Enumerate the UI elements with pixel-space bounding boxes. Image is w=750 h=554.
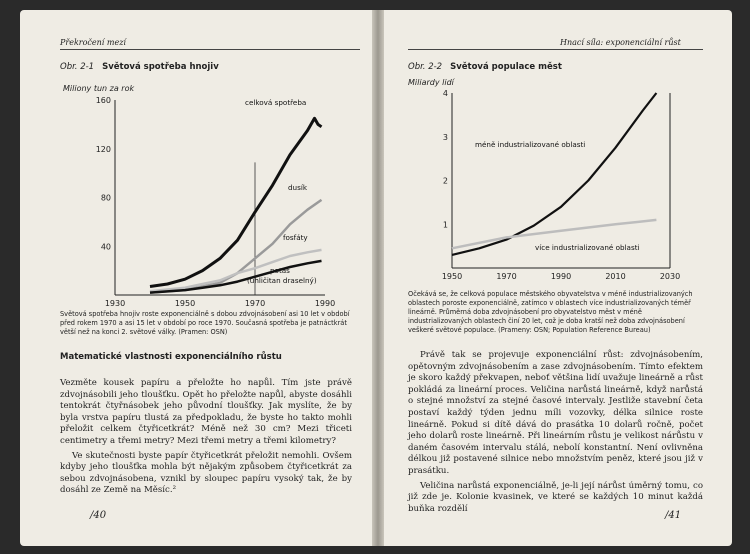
figure-title: Světová spotřeba hnojiv — [102, 62, 219, 72]
x-tick-label: 1990 — [550, 272, 572, 281]
y-axis-units-right: Miliardy lidí — [408, 78, 454, 87]
section-heading: Matematické vlastnosti exponenciálního růstu — [60, 352, 282, 362]
x-tick-label: 1970 — [244, 299, 266, 308]
paragraph: Vezměte kousek papíru a přeložte ho napůl. Tím jste právě zdvojnásobili jeho tloušťku. Opět ho přeložte napůl, abyste dosáhli tentokrát čtyřnásobek jeho původní tloušťky. Jak myslíte, že by byla vrstva papíru tlustá za předpokladu, že byste ho takto mohli přeložit celkem čtyřicetkrát? Méně než 30 cm? Mezi třiceti centimetry a třemi metry? Mezi třemi metry a třemi kilometry? — [60, 378, 352, 446]
series-line-1 — [150, 118, 322, 286]
x-tick-label: 1950 — [174, 299, 196, 308]
running-head-left: Překročení mezí — [60, 38, 126, 47]
series-label: více industrializované oblasti — [535, 243, 640, 252]
page-number-left: /40 — [90, 510, 107, 521]
paragraph: Právě tak se projevuje exponenciální růst: zdvojnásobením, opětovným zdvojnásobením a zase zdvojnásobením. Tímto efektem je skoro každý překvapen, neboť většina lidí uvažuje lineárně a růst pokládá za lineární proces. Veličina narůstá lineárně, když narůstá o stejné množství za stejné časové intervaly. Jestliže stavební četa postaví každý týden jednu míli vozovky, délka silnice roste lineárně. Pokud si dítě dává do prasátka 10 dolarů ročně, počet jeho dolarů roste lineárně. Při lineárním růstu je velikost nárůstu v daném časovém intervalu stálá, nebolí konstantní. Není ovlivněna délkou již postavené silnice nebo množstvím peněz, které jsou již v prasátku. — [408, 350, 703, 476]
header-rule-right — [408, 49, 703, 50]
figure-title-left — [60, 62, 219, 72]
y-tick-label: 40 — [100, 242, 111, 252]
series-line-3 — [150, 250, 322, 291]
running-head-right: Hnací síla: exponenciální růst — [560, 38, 681, 47]
fertilizer-chart — [40, 90, 360, 310]
y-tick-label: 160 — [95, 96, 111, 105]
y-tick-label: 4 — [442, 89, 448, 98]
x-tick-label: 1990 — [314, 299, 336, 308]
figure-number: Obr. 2-2 — [408, 62, 443, 72]
paragraph: Veličina narůstá exponenciálně, je-li její nárůst úměrný tomu, co již zde je. Kolonie kvasinek, ve které se každých 10 minut každá buňka rozdělí — [408, 480, 703, 514]
body-text-right — [408, 350, 703, 518]
y-tick-label: 2 — [442, 176, 448, 186]
book-gutter — [372, 10, 384, 546]
x-tick-label: 1970 — [496, 272, 517, 281]
x-tick-label: 2030 — [659, 272, 681, 281]
y-tick-label: 120 — [95, 144, 111, 154]
y-tick-label: 1 — [442, 220, 448, 230]
series-label: fosfáty — [283, 233, 308, 242]
series-label: dusík — [288, 183, 308, 192]
x-tick-label: 2010 — [605, 272, 626, 281]
figure-caption-right: Očekává se, že celková populace městského obyvatelstva v méně industrializovaných oblastech poroste exponenciálně, zatímco v oblastech více industrializovaných téměř lineárně. Průměrná doba zdvojnásobení pro obyvatelstvo měst v méně industrializovaných oblastech činí 20 let, což je doba kratší než doba zdvojnásobení veškeré světové populace. (Prameny: OSN; Population Reference Bureau) — [408, 290, 693, 334]
figure-caption-left: Světová spotřeba hnojiv roste exponenciálně s dobou zdvojnásobení asi 10 let v období před rokem 1970 a asi 15 let v období po roce 1970. Současná spotřeba je patnáctkrát větší než na konci 2. světové války. (Pramen: OSN) — [60, 310, 350, 336]
figure-title: Světová populace měst — [450, 62, 562, 72]
y-tick-label: 80 — [100, 193, 111, 203]
x-tick-label: 1930 — [104, 299, 126, 308]
y-tick-label: 3 — [442, 132, 448, 142]
paragraph: Ve skutečnosti byste papír čtyřicetkrát přeložit nemohli. Ovšem kdyby jeho tloušťka mohla být nějakým způsobem čtyřicetkrát za sebou zdvojnásobena, vznikl by sloupec papíru vysoký tak, že by dosáhl ze Země na Měsíc.² — [60, 450, 352, 496]
header-rule-left — [60, 49, 360, 50]
figure-title-right — [408, 62, 562, 72]
body-text-left — [60, 378, 352, 500]
series-label: celková spotřeba — [245, 98, 307, 107]
series-label: méně industrializované oblasti — [475, 140, 586, 149]
series-label: potaš — [270, 266, 290, 275]
x-tick-label: 1950 — [441, 272, 463, 281]
series-label: (uhličitan draselný) — [247, 276, 317, 285]
urban-population-chart — [410, 85, 690, 290]
y-axis-units-left: Miliony tun za rok — [63, 84, 135, 93]
page-number-right: /41 — [665, 510, 682, 521]
figure-number: Obr. 2-1 — [60, 62, 95, 72]
